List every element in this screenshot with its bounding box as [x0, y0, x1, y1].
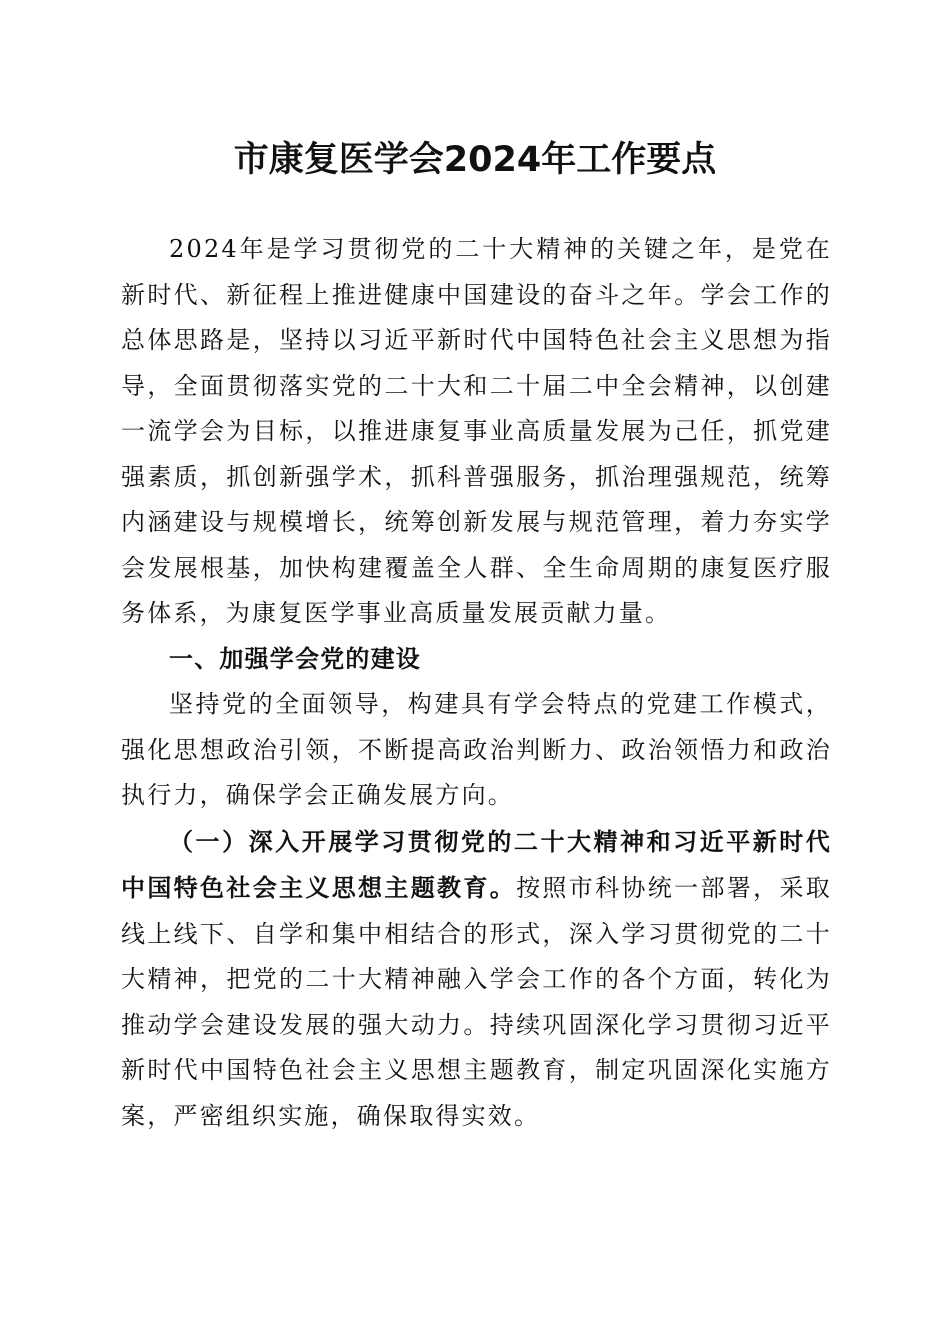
document-title: 市康复医学会2024年工作要点: [233, 140, 717, 180]
subsection-paragraph: [121, 819, 832, 1140]
section-heading: 一、加强学会党的建设: [169, 644, 421, 673]
document-body: [121, 227, 832, 1139]
section-paragraph: 坚持党的全面领导，构建具有学会特点的党建工作模式，强化思想政治引领，不断提高政治判断力、政治领悟力和政治执行力，确保学会正确发展方向。: [121, 690, 832, 809]
subsection-body: 按照市科协统一部署，采取线上线下、自学和集中相结合的形式，深入学习贯彻党的二十大精神，把党的二十大精神融入学会工作的各个方面，转化为推动学会建设发展的强大动力。持续巩固深化学习贯彻习近平新时代中国特色社会主义思想主题教育，制定巩固深化实施方案，严密组织实施，确保取得实效。: [121, 874, 832, 1130]
intro-paragraph: 2024年是学习贯彻党的二十大精神的关键之年，是党在新时代、新征程上推进健康中国建设的奋斗之年。学会工作的总体思路是，坚持以习近平新时代中国特色社会主义思想为指导，全面贯彻落实党的二十大和二十届二中全会精神，以创建一流学会为目标，以推进康复事业高质量发展为己任，抓党建强素质，抓创新强学术，抓科普强服务，抓治理强规范，统筹内涵建设与规模增长，统筹创新发展与规范管理，着力夯实学会发展根基，加快构建覆盖全人群、全生命周期的康复医疗服务体系，为康复医学事业高质量发展贡献力量。: [121, 235, 832, 627]
subsection-lead: （一）深入开展学习贯彻党的二十大精神和习近平新时代中国特色社会主义思想主题教育。: [121, 826, 832, 902]
